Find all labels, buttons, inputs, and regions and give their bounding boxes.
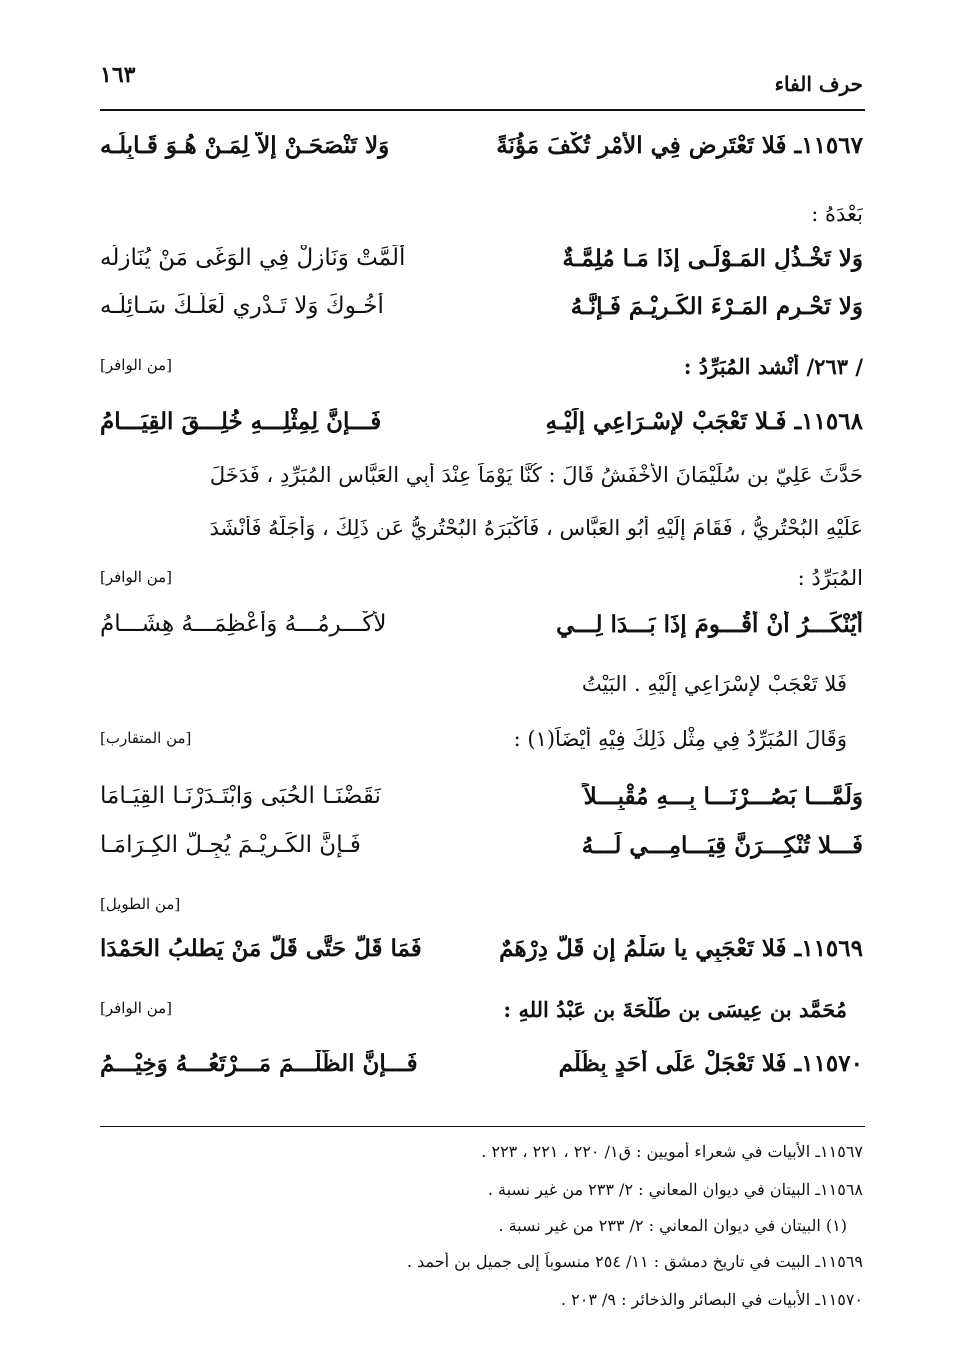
verse-line	[100, 408, 863, 452]
prose-line	[100, 354, 863, 398]
footnote: (١) البيتان في ديوان المعاني : ٢/ ٢٣٣ من غير نسبة .	[498, 1216, 847, 1235]
verse-second-hemistich: فَمَا قَلَّ حَتَّى قَلَّ مَنْ يَطلبُ الحَمْدَا	[100, 935, 422, 962]
meter-label: [من الوافر]	[100, 999, 173, 1017]
prose-text: / ٢٦٣/ أَنْشد المُبَرِّدُ :	[683, 354, 863, 379]
verse-line	[100, 935, 863, 979]
verse-first-hemistich: ١١٥٦٩ـ فَلا تَعْجَبِي يا سَلْمُ إِن قَلَّ دِرْهَمٌ	[499, 935, 863, 962]
verse-second-hemistich: فَـــإِنَّ لِمِثْلِـــهِ خُلِـــقَ القِيَـــامُ	[100, 408, 382, 435]
meter-label: [من الطويل]	[100, 895, 181, 913]
verse-first-hemistich: وَلَمَّـــا بَصُـــرْنَـــا بِـــهِ مُقْبِـــلاً	[583, 783, 863, 810]
prose-line	[100, 463, 863, 507]
page-number: ١٦٣	[100, 62, 136, 88]
prose-text: حَدَّثَ عَلِيّ بن سُلَيْمَانَ الأَخْفَشُ قَالَ : كُنَّا يَوْمَاً عِنْدَ أَبِي العَبَّاسِ المُبَرِّدِ ، فَدَخَلَ	[209, 463, 863, 487]
footnote: ١١٥٦٨ـ البيتان في ديوان المعاني : ٢/ ٢٣٣ من غير نسبة .	[487, 1180, 863, 1199]
verse-first-hemistich: ١١٥٦٨ـ فَـلا تَعْجَبْ لإِسْـرَاعِي إِلَيْـهِ	[545, 408, 863, 435]
prose-text: وَقَالَ المُبَرِّدُ فِي مِثْلِ ذَلِكَ فِيْهِ أَيْضَاً(١) :	[513, 727, 847, 751]
prose-text: عَلَيْهِ البُحْتُرِيُّ ، فَقَامَ إِلَيْهِ أَبُو العَبَّاسِ ، فَأَكْبَرَهُ البُحْتُرِيُّ عَن ذَلِكَ ، وَأَجَلَّهُ فَأَنْشَدَ	[209, 516, 863, 540]
verse-second-hemistich: فَـإِنَّ الكَـرِيْـمَ يُجِـلُّ الكِـرَامَـا	[100, 832, 361, 858]
prose-text: فَلا تَعْجَبْ لإِسْرَاعِي إِلَيْهِ . البَيْتُ	[581, 672, 847, 696]
verse-line	[100, 1050, 863, 1094]
header-rule	[100, 109, 865, 111]
prose-line	[100, 893, 863, 937]
meter-label: [من المتقارب]	[100, 729, 192, 747]
verse-second-hemistich: نَقَضْنَـا الحُبَى وَابْتَـدَرْنَـا القِيَـامَا	[100, 783, 381, 809]
meter-label: [من الوافر]	[100, 356, 173, 374]
prose-line	[100, 727, 863, 771]
verse-second-hemistich: لأُكْـــرِمُـــهُ وَأُعْظِمَـــهُ هِشَـــامُ	[100, 611, 387, 637]
verse-line	[100, 245, 863, 289]
prose-line	[100, 516, 863, 560]
prose-text: بَعْدَهُ :	[811, 202, 863, 226]
footnote-rule	[100, 1126, 865, 1127]
verse-first-hemistich: فَـــلا تُنْكِـــرَنَّ قِيَـــامِـــي لَـــهُ	[581, 832, 863, 859]
verse-first-hemistich: ١١٥٦٧ـ فَلا تَعْتَرِض فِي الأَمْرِ تُكْفَ مَؤُنَةً	[496, 132, 863, 159]
verse-second-hemistich: أَلَمَّتْ وَنَازِلْ فِي الوَغَى مَنْ يُنَازِلُه	[100, 245, 406, 271]
prose-line	[100, 672, 863, 716]
verse-line	[100, 293, 863, 337]
verse-first-hemistich: ١١٥٧٠ـ فَلا تَعْجَلْ عَلَى أَحَدٍ بِظُلْمٍ	[558, 1050, 863, 1077]
verse-second-hemistich: فَـــإِنَّ الظُّلْـــمَ مَـــرْتَعُـــهُ وَخِيْـــمُ	[100, 1050, 418, 1077]
prose-text: مُحَمَّد بن عِيسَى بن طَلْحَةَ بن عَبْدُ اللهِ :	[503, 997, 847, 1022]
verse-first-hemistich: أَيُنْكَـــرُ أَنْ أَقُـــومَ إِذَا بَـــدَا لِـــي	[556, 611, 863, 638]
chapter-title: حرف الفاء	[774, 72, 863, 96]
prose-line	[100, 202, 863, 246]
prose-line	[100, 566, 863, 610]
verse-first-hemistich: وَلا تَحْـرِمِ المَـرْءَ الكَـرِيْـمَ فَـإِنَّـهُ	[570, 293, 863, 320]
verse-second-hemistich: وَلا تَنْصَحَـنْ إِلاَّ لِمَـنْ هُـوَ قَـابِلُـه	[100, 132, 390, 159]
verse-line	[100, 611, 863, 655]
prose-text: المُبَرِّدُ :	[797, 566, 863, 590]
footnote: ١١٥٦٩ـ البيت في تاريخ دمشق : ١١/ ٢٥٤ منسوباً إلى جميل بن أحمد .	[406, 1252, 863, 1271]
verse-line	[100, 783, 863, 827]
verse-line	[100, 832, 863, 876]
verse-second-hemistich: أَخُـوكَ وَلا تَـدْرِي لَعَلَّـكَ سَـائِلُـه	[100, 293, 384, 319]
footnote: ١١٥٧٠ـ الأبيات في البصائر والذخائر : ٩/ ٢٠٣ .	[560, 1290, 863, 1309]
verse-line	[100, 132, 863, 176]
meter-label: [من الوافر]	[100, 568, 173, 586]
footnote: ١١٥٦٧ـ الأبيات في شعراء أمويين : ق١/ ٢٢٠ ، ٢٢١ ، ٢٢٣ .	[481, 1142, 863, 1161]
prose-line	[100, 997, 863, 1041]
verse-first-hemistich: وَلا تَخْـذُلِ المَـوْلَـى إِذَا مَـا مُلِمَّـةٌ	[562, 245, 863, 272]
